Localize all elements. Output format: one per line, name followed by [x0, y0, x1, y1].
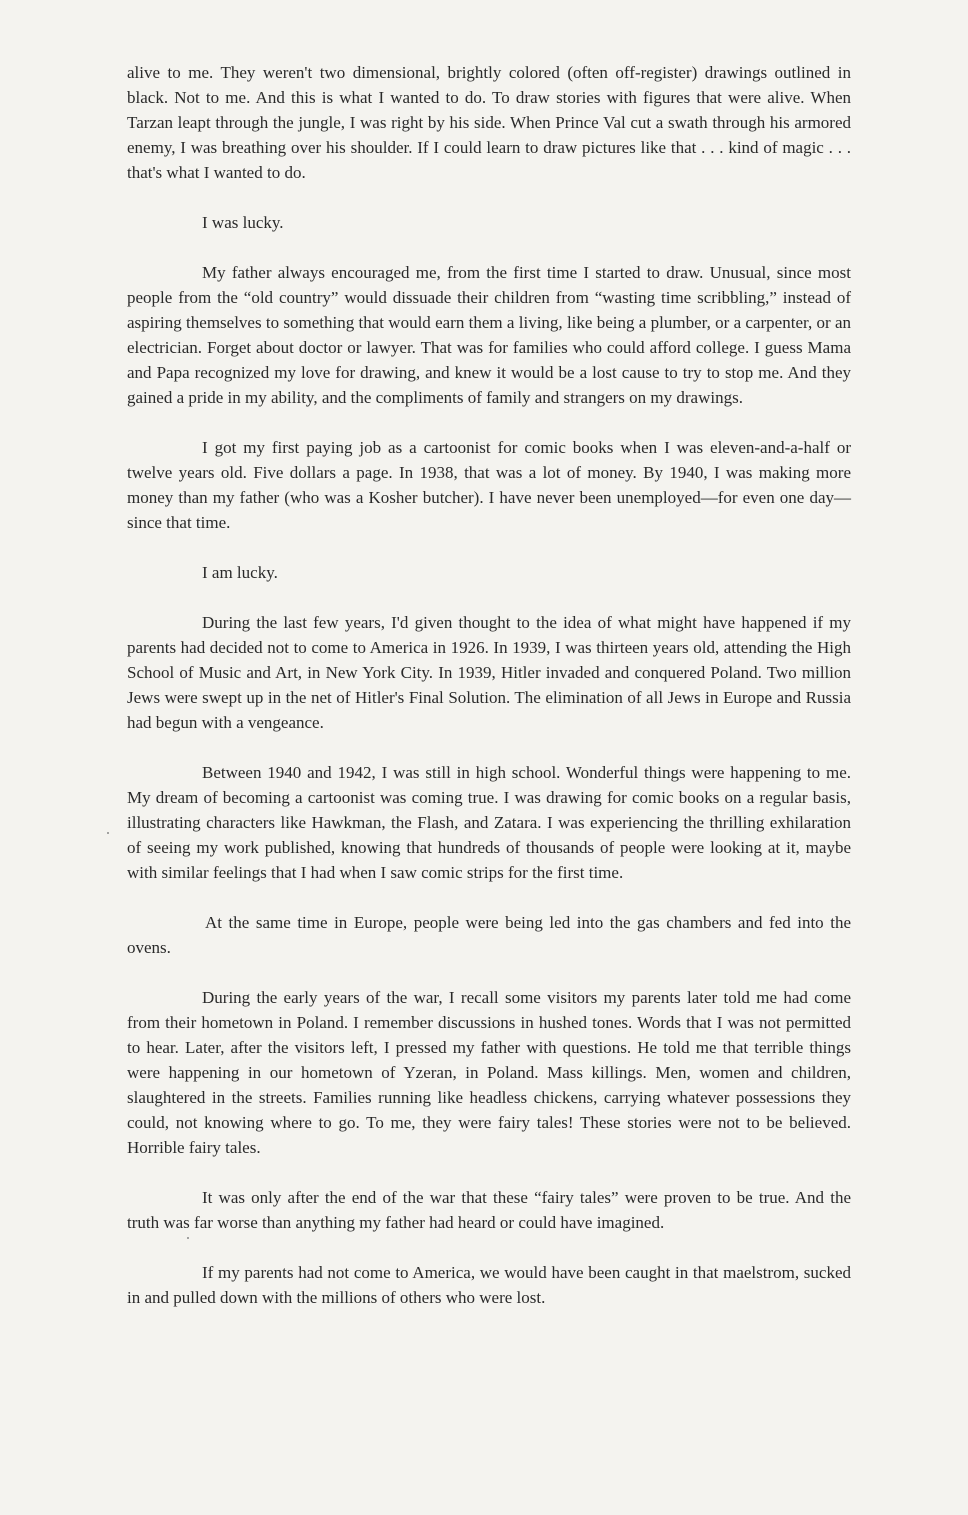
- paper-speck: [187, 1237, 189, 1239]
- page-text: [127, 60, 851, 1335]
- paragraph-early-war-years: During the early years of the war, I recall some visitors my parents later told me had come from their hometown in Poland. I remember discussions in hushed tones. Words that I was not permitted to hear. Later, after the visitors left, I pressed my father with questions. He told me that terrible things were happening in our hometown of Yzeran, in Poland. Mass killings. Men, women and children, slaughtered in the streets. Families running like headless chickens, carrying whatever possessions they could, not knowing where to go. To me, they were fairy tales! These stories were not to be believed. Horrible fairy tales.: [127, 988, 851, 1157]
- paragraph-if-parents: If my parents had not come to America, we would have been caught in that maelstrom, sucked in and pulled down with the millions of others who were lost.: [127, 1263, 851, 1307]
- paragraph-continuation: alive to me. They weren't two dimensional, brightly colored (often off-register) drawings outlined in black. Not to me. And this is what I wanted to do. To draw stories with figures that were alive. When Tarzan leapt through the jungle, I was right by his side. When Prince Val cut a swath through his armored enemy, I was breathing over his shoulder. If I could learn to draw pictures like that . . . kind of magic . . . that's what I wanted to do.: [127, 63, 851, 182]
- paragraph-end-of-war: It was only after the end of the war that these “fairy tales” were proven to be true. And the truth was far worse than anything my father had heard or could have imagined.: [127, 1188, 851, 1232]
- paragraph-i-was-lucky: I was lucky.: [202, 213, 284, 232]
- paragraph-same-time-europe: At the same time in Europe, people were being led into the gas chambers and fed into the ovens.: [127, 913, 851, 957]
- paragraph-first-paying-job: I got my first paying job as a cartoonist for comic books when I was eleven-and-a-half or twelve years old. Five dollars a page. In 1938, that was a lot of money. By 1940, I was making more money than my father (who was a Kosher butcher). I have never been unemployed—for even one day—since that time.: [127, 438, 851, 532]
- paragraph-i-am-lucky: I am lucky.: [202, 563, 278, 582]
- paragraph-father-encouraged: My father always encouraged me, from the first time I started to draw. Unusual, since most people from the “old country” would dissuade their children from “wasting time scribbling,” instead of aspiring themselves to something that would earn them a living, like being a plumber, or a carpenter, or an electrician. Forget about doctor or lawyer. That was for families who could afford college. I guess Mama and Papa recognized my love for drawing, and knew it would be a lost cause to try to stop me. And they gained a pride in my ability, and the compliments of family and strangers on my drawings.: [127, 263, 851, 407]
- paragraph-last-few-years: During the last few years, I'd given thought to the idea of what might have happened if my parents had decided not to come to America in 1926. In 1939, I was thirteen years old, attending the High School of Music and Art, in New York City. In 1939, Hitler invaded and conquered Poland. Two million Jews were swept up in the net of Hitler's Final Solution. The elimination of all Jews in Europe and Russia had begun with a vengeance.: [127, 613, 851, 732]
- paragraph-high-school: Between 1940 and 1942, I was still in high school. Wonderful things were happening to me. My dream of becoming a cartoonist was coming true. I was drawing for comic books on a regular basis, illustrating characters like Hawkman, the Flash, and Zatara. I was experiencing the thrilling exhilaration of seeing my work published, knowing that hundreds of thousands of people were looking at it, maybe with similar feelings that I had when I saw comic strips for the first time.: [127, 763, 851, 882]
- paper-speck: [107, 832, 109, 834]
